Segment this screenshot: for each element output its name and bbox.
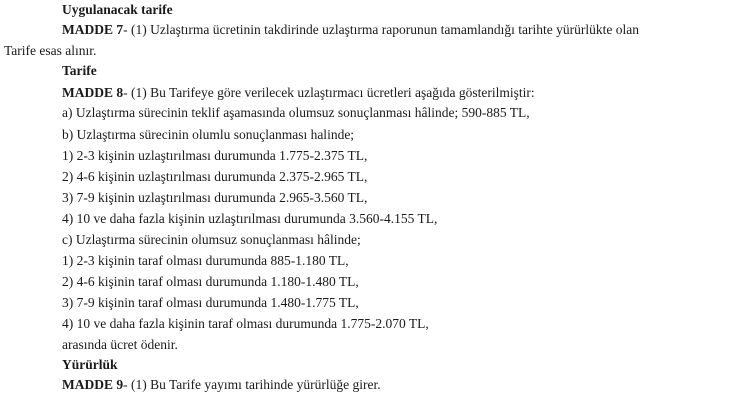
section-heading-uygulanacak-tarife: Uygulanacak tarife xyxy=(62,2,173,17)
tariff-line: 2) 4-6 kişinin uzlaştırılması durumunda 2.375-2.965 TL, xyxy=(62,169,368,184)
tariff-line: 1) 2-3 kişinin uzlaştırılması durumunda 1.775-2.375 TL, xyxy=(62,148,368,163)
madde-8-label: MADDE 8 xyxy=(62,85,124,100)
tariff-line: 1) 2-3 kişinin taraf olması durumunda 885-1.180 TL, xyxy=(62,253,349,268)
tariff-line: 3) 7-9 kişinin uzlaştırılması durumunda 2.965-3.560 TL, xyxy=(62,190,368,205)
section-heading-tarife: Tarife xyxy=(62,63,97,78)
tariff-line: b) Uzlaştırma sürecinin olumlu sonuçlanması halinde; xyxy=(62,127,355,142)
tariff-line: 2) 4-6 kişinin taraf olması durumunda 1.180-1.480 TL, xyxy=(62,274,359,289)
tariff-line: 3) 7-9 kişinin taraf olması durumunda 1.480-1.775 TL, xyxy=(62,295,359,310)
tariff-line: a) Uzlaştırma sürecinin teklif aşamasında olumsuz sonuçlanması hâlinde; 590-885 TL, xyxy=(62,105,530,120)
madde-8-line xyxy=(62,85,535,101)
madde-8-text: - (1) Bu Tarifeye göre verilecek uzlaştırmacı ücretleri aşağıda gösterilmiştir: xyxy=(123,85,535,100)
madde-9-text: - (1) Bu Tarife yayımı tarihinde yürürlüğe girer. xyxy=(123,377,381,392)
tariff-line: c) Uzlaştırma sürecinin olumsuz sonuçlanması hâlinde; xyxy=(62,232,361,247)
madde-9-label: MADDE 9 xyxy=(62,377,124,392)
madde-7-label: MADDE 7 xyxy=(62,22,124,37)
madde-7-line-2: Tarife esas alınır. xyxy=(4,43,97,58)
madde-7-line-1 xyxy=(62,22,639,38)
section-heading-yururluk: Yürürlük xyxy=(62,357,118,372)
madde-7-text: - (1) Uzlaştırma ücretinin takdirinde uzlaştırma raporunun tamamlandığı tarihte yürürlükte olan xyxy=(123,22,639,37)
madde-9-line xyxy=(62,377,381,393)
tariff-line: 4) 10 ve daha fazla kişinin taraf olması durumunda 1.775-2.070 TL, xyxy=(62,316,429,331)
tariff-line: 4) 10 ve daha fazla kişinin uzlaştırılması durumunda 3.560-4.155 TL, xyxy=(62,211,438,226)
tariff-line: arasında ücret ödenir. xyxy=(62,337,178,352)
